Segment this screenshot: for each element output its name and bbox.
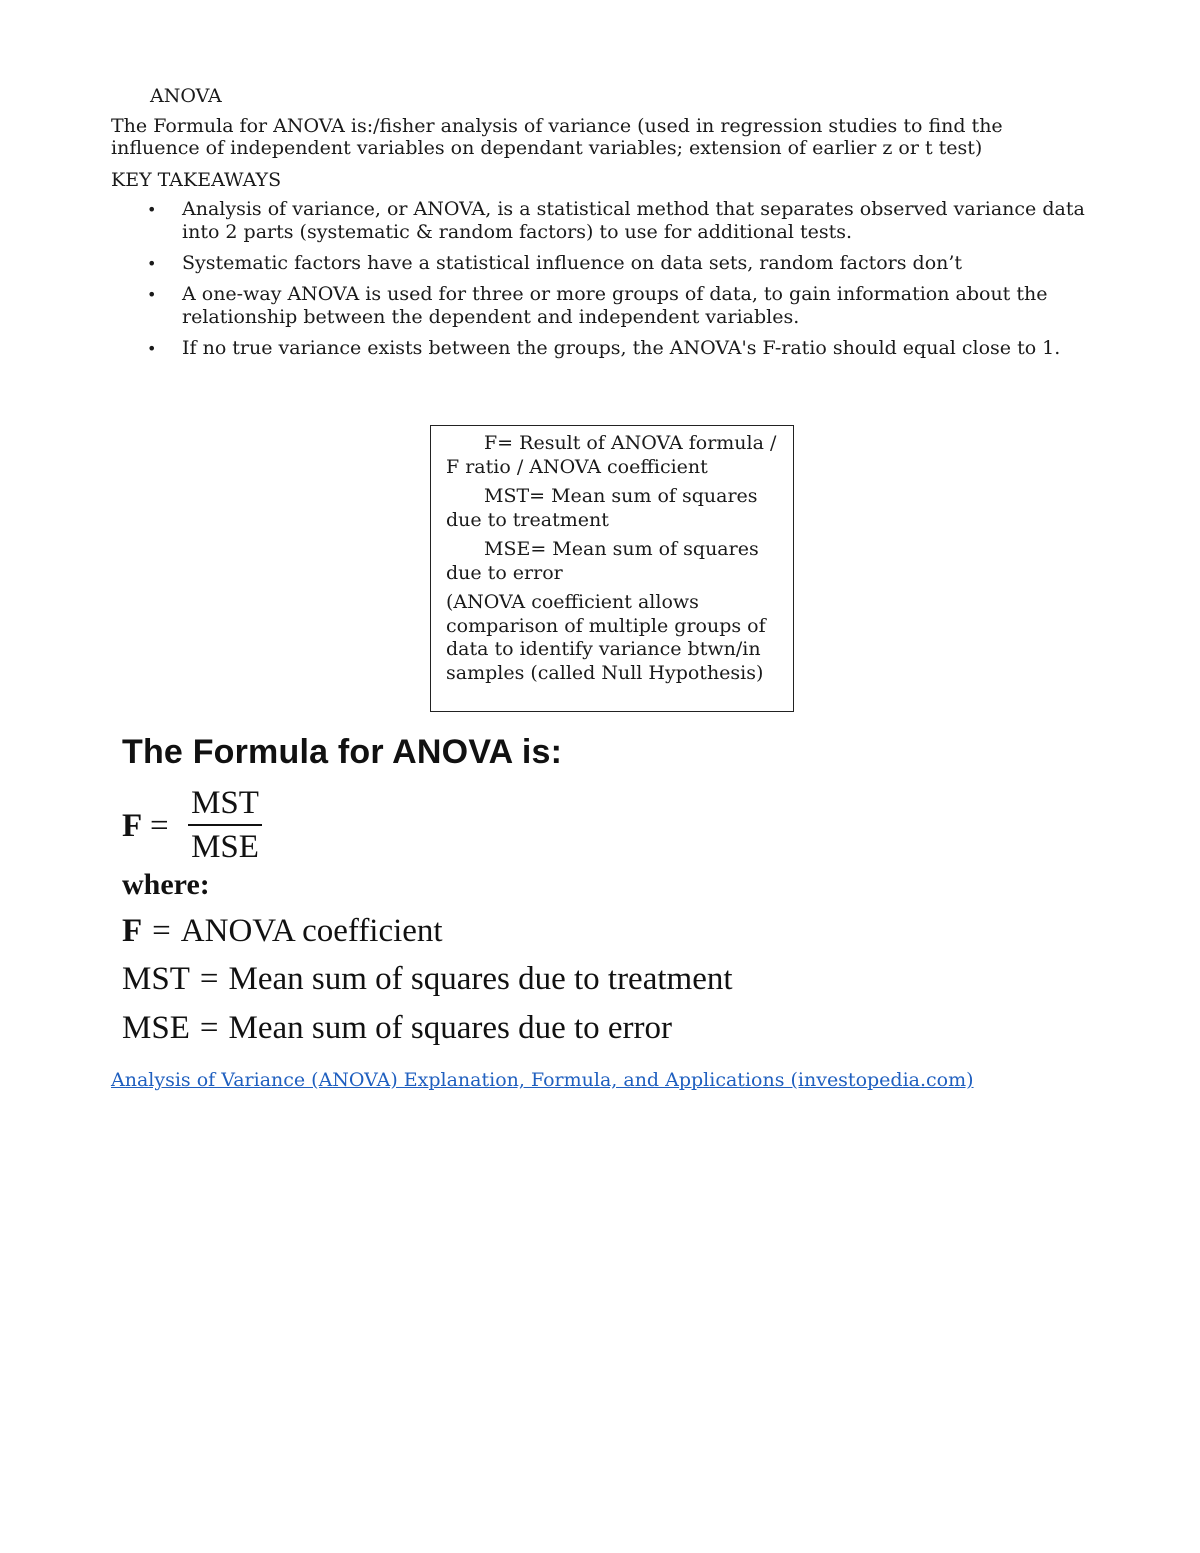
fraction-denominator: MSE (191, 829, 259, 865)
list-item (111, 252, 1121, 275)
definition-equals: = (199, 961, 219, 997)
list-item-text: Analysis of variance, or ANOVA, is a statistical method that separates observed variance data into 2 parts (systematic & random factors) to use for additional tests. (182, 198, 1085, 243)
list-item (111, 198, 1121, 244)
formula-definition-row (122, 911, 443, 951)
formula-title: The Formula for ANOVA is: (122, 733, 563, 771)
formula-image (122, 730, 822, 1050)
definition-symbol: F (122, 913, 143, 949)
where-label: where: (122, 868, 210, 901)
formula-lhs: F (122, 808, 143, 844)
definition-equals: = (152, 913, 171, 949)
mse-definition-text: MSE= Mean sum of squares due to error (446, 538, 759, 584)
list-item (111, 283, 1121, 329)
definition-meaning: ANOVA coefficient (180, 913, 443, 949)
formula-definition-row (122, 1008, 672, 1048)
intro-paragraph: The Formula for ANOVA is:/fisher analysis of variance (used in regression studies to find the influence of independent variables on dependant variables; extension of earlier z or t test) (111, 115, 1003, 159)
formula-definition-row (122, 959, 733, 999)
bullet-icon: • (147, 285, 157, 304)
definition-meaning: Mean sum of squares due to treatment (228, 961, 733, 997)
mst-definition-text: MST= Mean sum of squares due to treatment (446, 485, 758, 531)
bullet-icon: • (147, 339, 157, 358)
formula-fraction (188, 786, 262, 864)
document-heading: ANOVA (150, 85, 222, 107)
definition-symbol: MSE (122, 1010, 190, 1046)
list-item-text: A one-way ANOVA is used for three or more groups of data, to gain information about the relationship between the dependent and independent variables. (182, 283, 1048, 328)
definition-symbol: MST (122, 961, 190, 997)
bullet-icon: • (147, 200, 157, 219)
list-item-text: Systematic factors have a statistical influence on data sets, random factors don’t (182, 252, 963, 274)
f-definition (446, 432, 779, 479)
fraction-numerator: MST (191, 785, 259, 821)
key-takeaways-list (111, 198, 1121, 368)
definition-meaning: Mean sum of squares due to error (228, 1010, 673, 1046)
mst-definition (446, 485, 779, 532)
bullet-icon: • (147, 254, 157, 273)
definition-equals: = (199, 1010, 219, 1046)
list-item (111, 337, 1121, 360)
list-item-text: If no true variance exists between the groups, the ANOVA's F-ratio should equal close to 1. (182, 337, 1061, 359)
mse-definition (446, 538, 779, 585)
coefficient-note: (ANOVA coefficient allows comparison of multiple groups of data to identify variance btwn/in samples (called Null Hypothesis) (446, 591, 766, 684)
formula-equals: = (150, 808, 169, 844)
fraction-bar (188, 824, 262, 826)
definition-text-box (430, 425, 794, 712)
source-link[interactable]: Analysis of Variance (ANOVA) Explanation, Formula, and Applications (investopedia.com) (111, 1069, 974, 1091)
f-definition-text: F= Result of ANOVA formula / F ratio / ANOVA coefficient (446, 432, 777, 478)
key-takeaways-title: KEY TAKEAWAYS (111, 169, 282, 191)
